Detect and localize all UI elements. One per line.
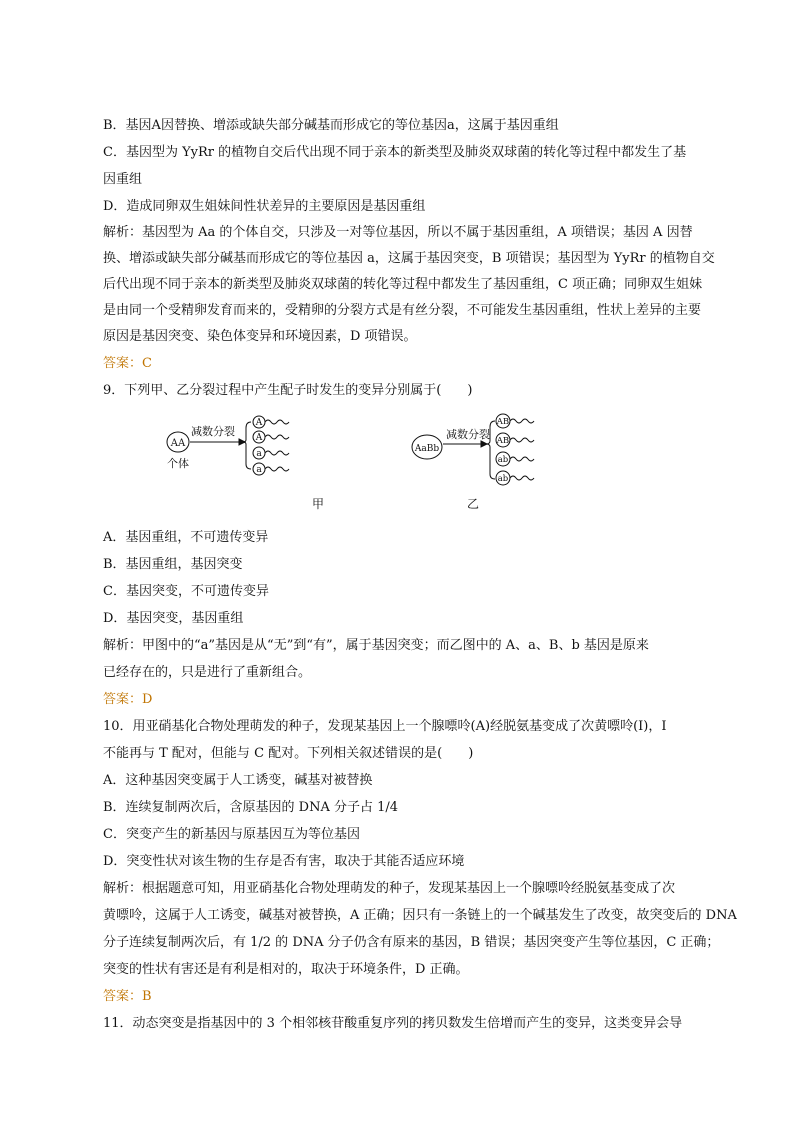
q10-analysis-line: 分子连续复制两次后，有 1/2 的 DNA 分子仍含有原来的基因，B 错误；基因突变产生等位基因，C 正确；: [103, 935, 720, 950]
gamete-2: [496, 433, 534, 447]
q8-analysis: [103, 220, 715, 350]
q10-option-b: B．连续复制两次后，含原基因的 DNA 分子占 1/4: [103, 800, 399, 815]
q10-analysis-line: 突变的性状有害还是有利是相对的，取决于环境条件，D 正确。: [103, 962, 469, 977]
q10-option-d: D．突变性状对该生物的生存是否有害，取决于其能否适应环境: [103, 854, 465, 869]
q8-option-b: B．基因A因替换、增添或缺失部分碱基而形成它的等位基因a，这属于基因重组: [103, 118, 559, 133]
gamete-1: [496, 414, 534, 428]
gamete-label: A: [255, 418, 263, 428]
figure-caption-jia: 甲: [311, 497, 325, 511]
document-page: [103, 112, 737, 1037]
q11-stem: 11．动态突变是指基因中的 3 个相邻核苷酸重复序列的拷贝数发生倍增而产生的变异，这类变异会导: [103, 1016, 683, 1031]
q8-option-c-line1: C．基因型为 YyRr 的植物自交后代出现不同于亲本的新类型及肺炎双球菌的转化等过程中都发生了基: [103, 145, 687, 160]
parent-caption: 个体: [167, 457, 189, 470]
answer-label: 答案：: [103, 692, 143, 707]
q9-option-b: B．基因重组，基因突变: [103, 557, 243, 572]
q9-option-d: D．基因突变，基因重组: [103, 611, 244, 626]
q8-answer: [103, 350, 697, 377]
q10-analysis-line: 解析：根据题意可知，用亚硝基化合物处理萌发的种子，发现某基因上一个腺嘌呤经脱氨基变成了次: [103, 881, 676, 896]
gamete-1: [253, 416, 289, 428]
q8-analysis-line: 后代出现不同于亲本的新类型及肺炎双球菌的转化等过程中都发生了基因重组，C 项正确；同卵双生姐妹: [103, 277, 703, 292]
answer-label: 答案：: [103, 356, 143, 371]
q10-stem-line: 不能再与 T 配对，但能与 C 配对。下列相关叙述错误的是( ): [103, 746, 474, 761]
answer-value: B: [142, 989, 152, 1004]
q8-option-d: D．造成同卵双生姐妹间性状差异的主要原因是基因重组: [103, 199, 426, 214]
answer-value: D: [142, 692, 153, 707]
q9-answer: [103, 686, 697, 713]
gamete-label: A: [255, 433, 263, 443]
brace: [242, 422, 251, 469]
gamete-2: [253, 431, 289, 443]
q8-analysis-line: 解析：基因型为 Aa 的个体自交，只涉及一对等位基因，所以不属于基因重组，A 项错误；基因 A 因替: [103, 225, 693, 240]
figure-caption-yi: 乙: [466, 497, 480, 511]
gamete-label: AB: [496, 436, 510, 446]
q9-analysis-line: 已经存在的，只是进行了重新组合。: [103, 665, 312, 680]
arrow-label: 减数分裂: [446, 428, 490, 441]
q8-analysis-line: 换、增添或缺失部分碱基而形成它的等位基因 a，这属于基因突变，B 项错误；基因型为 YyRr 的植物自交: [103, 251, 715, 266]
diagram-yi: [412, 414, 534, 511]
gamete-3: [253, 447, 289, 459]
q10-option-a: A．这种基因突变属于人工诱变，碱基对被替换: [103, 773, 373, 788]
gamete-4: [496, 471, 534, 485]
gamete-3: [496, 452, 534, 466]
q9-option-c: C．基因突变，不可遗传变异: [103, 584, 269, 599]
q10-answer: [103, 983, 697, 1010]
meiosis-diagram: [103, 408, 697, 518]
q8-analysis-line: 原因是基因突变、染色体变异和环境因素，D 项错误。: [103, 329, 417, 344]
gamete-label: ab: [497, 455, 509, 465]
answer-value: C: [142, 356, 152, 371]
gamete-label: a: [256, 465, 262, 475]
q8-analysis-line: 是由同一个受精卵发育而来的，受精卵的分裂方式是有丝分裂，不可能发生基因重组，性状上差异的主要: [103, 303, 702, 318]
parent-genotype-aa: AA: [170, 438, 186, 449]
q9-option-a: A．基因重组，不可遗传变异: [103, 530, 269, 545]
q10-option-c: C．突变产生的新基因与原基因互为等位基因: [103, 827, 360, 842]
q9-figure: [103, 408, 697, 518]
answer-label: 答案：: [103, 989, 143, 1004]
arrow-label: 减数分裂: [191, 425, 235, 438]
gamete-4: [253, 463, 289, 475]
parent-genotype-aabb: AaBb: [414, 444, 440, 454]
diagram-jia: [167, 416, 324, 511]
gamete-label: a: [256, 449, 262, 459]
q10-analysis-line: 黄嘌呤，这属于人工诱变，碱基对被替换，A 正确；因只有一条链上的一个碱基发生了改变，故突变后的 DNA: [103, 908, 737, 923]
gamete-label: AB: [496, 417, 510, 427]
q8-option-c-line2: 因重组: [103, 172, 143, 187]
q9-analysis-line: 解析：甲图中的“a”基因是从“无”到“有”，属于基因突变；而乙图中的 A、a、B、b 基因是原来: [103, 638, 649, 653]
q9-stem: 9．下列甲、乙分裂过程中产生配子时发生的变异分别属于( ): [103, 383, 473, 398]
gamete-label: ab: [497, 474, 509, 484]
q10-stem-line: 10．用亚硝基化合物处理萌发的种子，发现某基因上一个腺嘌呤(A)经脱氨基变成了次黄嘌呤(I)，I: [103, 719, 667, 734]
